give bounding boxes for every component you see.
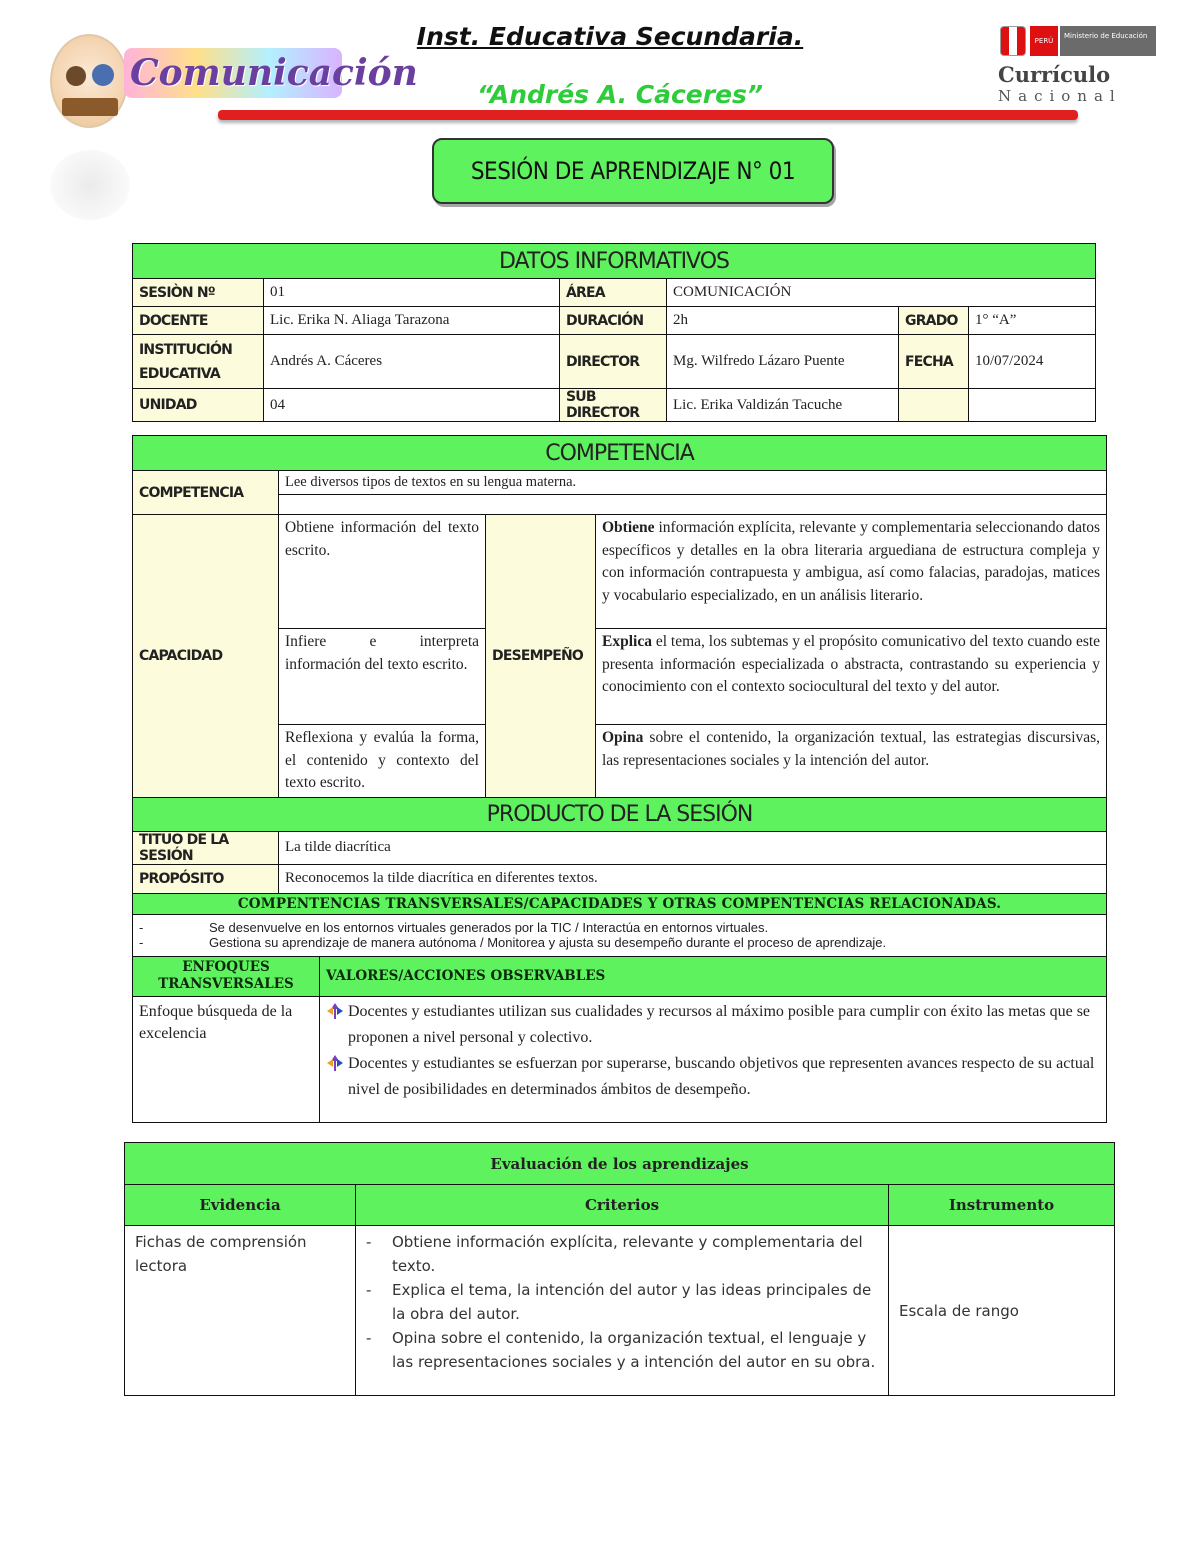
ministry-tag: Ministerio de Educación [1060, 26, 1156, 56]
transversal-item-2 [139, 935, 1100, 950]
competencia-value: Lee diversos tipos de textos en su lengua materna. [279, 471, 1107, 495]
director-value: Mg. Wilfredo Lázaro Puente [667, 335, 899, 389]
duracion-label: DURACIÓN [560, 307, 667, 335]
criterio-item-2 [366, 1278, 878, 1326]
fecha-label: FECHA [899, 335, 969, 389]
transversal-dash-1: - [139, 920, 144, 935]
capacidad-1: Obtiene información del texto escrito. [279, 515, 486, 629]
transversal-dash-2: - [139, 935, 144, 950]
datos-title: DATOS INFORMATIVOS [133, 244, 1096, 279]
enfoque-name: Enfoque búsqueda de la excelencia [133, 996, 320, 1122]
area-value: COMUNICACIÓN [667, 279, 1096, 307]
docente-value: Lic. Erika N. Aliaga Tarazona [264, 307, 560, 335]
docente-label: DOCENTE [133, 307, 264, 335]
capacidad-3: Reflexiona y evalúa la forma, el contenido y contexto del texto escrito. [279, 725, 486, 798]
arrow-bullet-icon [326, 1054, 348, 1081]
subdirector-value: Lic. Erika Valdizán Tacuche [667, 389, 899, 422]
peru-tag: PERÚ [1030, 26, 1058, 56]
fecha-value: 10/07/2024 [969, 335, 1096, 389]
accion-text-2: Docentes y estudiantes se esfuerzan por superarse, buscando objetivos que representen avances respecto de su actual nivel de posibilidades en determinados ámbitos de desempeño. [348, 1054, 1095, 1098]
comunicacion-logo-text: Comunicación [124, 48, 342, 98]
school-name: Inst. Educativa Secundaria. [416, 22, 804, 51]
transversal-text-2: Gestiona su aprendizaje de manera autónoma / Monitorea y ajusta su desempeño durante el proceso de aprendizaje. [209, 935, 887, 950]
accion-item-2 [326, 1051, 1100, 1103]
decorative-shadow [50, 150, 130, 220]
criterio-dash-1: - [366, 1233, 372, 1251]
peru-emblem-icon [1000, 26, 1026, 56]
competencia-label: COMPETENCIA [133, 471, 279, 515]
subdirector-label: SUB DIRECTOR [560, 389, 667, 422]
proposito-label: PROPÓSITO [133, 864, 279, 893]
criterio-text-1: Obtiene información explícita, relevante y complementaria del texto. [392, 1233, 863, 1275]
desempeno-2-text: el tema, los subtemas y el propósito comunicativo del texto cuando este presenta información especializada o abstracta, contrastando su experiencia y conocimiento con el contexto sociocultural del texto y del autor. [602, 633, 1101, 695]
desempeno-1 [596, 515, 1107, 629]
competencia-title: COMPETENCIA [133, 436, 1107, 471]
competencia-empty-row [279, 495, 1107, 515]
desempeno-1-verb: Obtiene [602, 519, 655, 536]
criterio-text-2: Explica el tema, la intención del autor y las ideas principales de la obra del autor. [392, 1281, 872, 1323]
desempeno-2 [596, 629, 1107, 725]
sesion-value: 01 [264, 279, 560, 307]
enfoques-header: ENFOQUES TRANSVERSALES [133, 956, 320, 996]
arrow-bullet-icon [326, 1002, 348, 1029]
criterio-item-3 [366, 1326, 878, 1374]
valores-list [320, 996, 1107, 1122]
producto-title: PRODUCTO DE LA SESIÓN [133, 797, 1107, 831]
accion-item-1 [326, 999, 1100, 1051]
competencia-table [132, 435, 1107, 1123]
duracion-value: 2h [667, 307, 899, 335]
transversal-text-1: Se desenvuelve en los entornos virtuales generados por la TIC / Interactúa en entornos virtuales. [209, 920, 769, 935]
unidad-label: UNIDAD [133, 389, 264, 422]
accion-text-1: Docentes y estudiantes utilizan sus cualidades y recursos al máximo posible para cumplir con éxito las metas que se proponen a nivel personal y colectivo. [348, 1002, 1091, 1046]
institucion-label: INSTITUCIÓN EDUCATIVA [133, 335, 264, 389]
empty-label-cell [899, 389, 969, 422]
desempeno-label: DESEMPEÑO [486, 515, 596, 798]
proposito-value: Reconocemos la tilde diacrítica en diferentes textos. [279, 864, 1107, 893]
evidencia-value: Fichas de comprensión lectora [125, 1226, 356, 1396]
curriculo-text: Currículo [998, 62, 1111, 87]
unidad-value: 04 [264, 389, 560, 422]
area-label: ÁREA [560, 279, 667, 307]
titulo-label: TITUO DE LA SESIÓN [133, 831, 279, 864]
capacidad-2: Infiere e interpreta información del texto escrito. [279, 629, 486, 725]
desempeno-3 [596, 725, 1107, 798]
transversales-list [133, 914, 1107, 956]
criterios-header: Criterios [356, 1185, 889, 1226]
grado-value: 1° “A” [969, 307, 1096, 335]
titulo-value: La tilde diacrítica [279, 831, 1107, 864]
grado-label: GRADO [899, 307, 969, 335]
curriculo-nacional-logo [998, 24, 1158, 114]
desempeno-2-verb: Explica [602, 633, 652, 650]
criterios-list [356, 1226, 889, 1396]
header-divider [218, 110, 1078, 120]
transversal-item-1 [139, 920, 1100, 935]
transversales-title: COMPENTENCIAS TRANSVERSALES/CAPACIDADES Y OTRAS COMPENTENCIAS RELACIONADAS. [133, 893, 1107, 914]
session-title: SESIÓN DE APRENDIZAJE N° 01 [432, 138, 834, 204]
capacidad-label: CAPACIDAD [133, 515, 279, 798]
desempeno-3-verb: Opina [602, 729, 644, 746]
institucion-value: Andrés A. Cáceres [264, 335, 560, 389]
criterio-dash-2: - [366, 1281, 372, 1299]
evaluacion-table [124, 1142, 1115, 1396]
director-label: DIRECTOR [560, 335, 667, 389]
datos-informativos-table [132, 243, 1096, 422]
evaluacion-title: Evaluación de los aprendizajes [125, 1143, 1115, 1185]
instrumento-value: Escala de rango [889, 1226, 1115, 1396]
nacional-text: Nacional [998, 87, 1122, 105]
empty-value-cell [969, 389, 1096, 422]
criterio-text-3: Opina sobre el contenido, la organización textual, el lenguaje y las representaciones sociales y a intención del autor en su obra. [392, 1329, 876, 1371]
instrumento-header: Instrumento [889, 1185, 1115, 1226]
desempeno-1-text: información explícita, relevante y complementaria seleccionando datos específicos y detalles en la obra literaria arguediana de estructura compleja y con información contrapuesta y ambigua, así como falacias, paradojas, matices y vocabulario especializado, en un análisis literario. [602, 519, 1101, 604]
desempeno-3-text: sobre el contenido, la organización textual, las estrategias discursivas, las representaciones sociales y la intención del autor. [602, 729, 1101, 769]
sesion-label: SESIÒN Nº [133, 279, 264, 307]
evidencia-header: Evidencia [125, 1185, 356, 1226]
criterio-item-1 [366, 1230, 878, 1278]
students-illustration [50, 34, 128, 128]
school-subtitle: “Andrés A. Cáceres” [476, 80, 764, 109]
criterio-dash-3: - [366, 1329, 372, 1347]
valores-header: VALORES/ACCIONES OBSERVABLES [320, 956, 1107, 996]
